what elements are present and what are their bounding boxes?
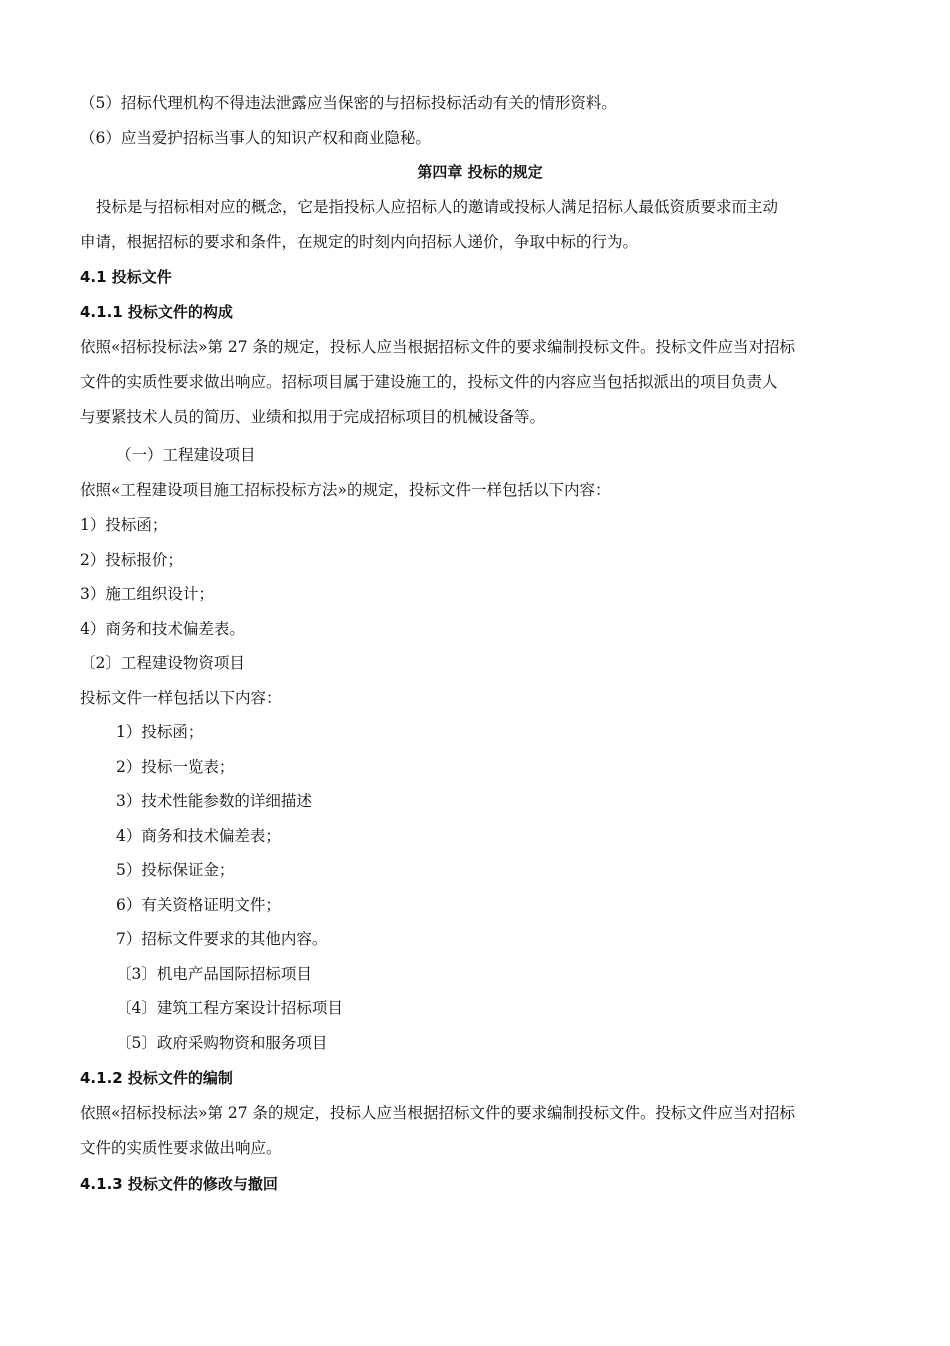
para-4-1-1-line-1: 依照«招标投标法»第 27 条的规定，投标人应当根据招标文件的要求编制投标文件。投标文件应当对招标 xyxy=(80,338,796,356)
sub2-item-5: 5）投标保证金； xyxy=(116,861,235,879)
chapter-title: 第四章 投标的规定 xyxy=(417,163,543,181)
sub5-title: 〔5〕政府采购物资和服务项目 xyxy=(116,1034,328,1052)
section-heading-4-1-3: 4.1.3 投标文件的修改与撤回 xyxy=(80,1175,278,1193)
para-4-1-2-line-2: 文件的实质性要求做出响应。 xyxy=(80,1139,282,1157)
sub1-title: （一）工程建设项目 xyxy=(116,446,256,464)
intro-item-6: （6）应当爱护招标当事人的知识产权和商业隐秘。 xyxy=(80,129,431,147)
sub4-title: 〔4〕建筑工程方案设计招标项目 xyxy=(116,999,343,1017)
sub3-title: 〔3〕机电产品国际招标项目 xyxy=(116,965,312,983)
sub2-intro: 投标文件一样包括以下内容： xyxy=(80,689,282,707)
sub2-title: 〔2〕工程建设物资项目 xyxy=(80,654,245,672)
sub2-item-2: 2）投标一览表； xyxy=(116,758,235,776)
sub2-item-6: 6）有关资格证明文件； xyxy=(116,896,281,914)
chapter-intro-line-1: 投标是与招标相对应的概念，它是指投标人应招标人的邀请或投标人满足招标人最低资质要求而主动 xyxy=(96,198,779,216)
sub1-item-1: 1）投标函； xyxy=(80,516,168,534)
sub2-item-1: 1）投标函； xyxy=(116,723,204,741)
para-4-1-1-line-2: 文件的实质性要求做出响应。招标项目属于建设施工的，投标文件的内容应当包括拟派出的项目负责人 xyxy=(80,373,778,391)
intro-item-5: （5）招标代理机构不得违法泄露应当保密的与招标投标活动有关的情形资料。 xyxy=(80,94,617,112)
sub2-item-3: 3）技术性能参数的详细描述 xyxy=(116,792,312,810)
sub1-intro: 依照«工程建设项目施工招标投标方法»的规定，投标文件一样包括以下内容： xyxy=(80,481,611,499)
sub1-item-2: 2）投标报价； xyxy=(80,551,183,569)
sub1-item-4: 4）商务和技术偏差表。 xyxy=(80,620,245,638)
section-heading-4-1-2: 4.1.2 投标文件的编制 xyxy=(80,1069,233,1087)
sub2-item-7: 7）招标文件要求的其他内容。 xyxy=(116,930,328,948)
para-4-1-1-line-3: 与要紧技术人员的简历、业绩和拟用于完成招标项目的机械设备等。 xyxy=(80,408,546,426)
para-4-1-2-line-1: 依照«招标投标法»第 27 条的规定，投标人应当根据招标文件的要求编制投标文件。投标文件应当对招标 xyxy=(80,1104,796,1122)
section-heading-4-1: 4.1 投标文件 xyxy=(80,268,172,286)
sub1-item-3: 3）施工组织设计； xyxy=(80,585,214,603)
sub2-item-4: 4）商务和技术偏差表； xyxy=(116,827,281,845)
chapter-intro-line-2: 申请，根据招标的要求和条件，在规定的时刻内向招标人递价，争取中标的行为。 xyxy=(80,233,639,251)
section-heading-4-1-1: 4.1.1 投标文件的构成 xyxy=(80,303,233,321)
